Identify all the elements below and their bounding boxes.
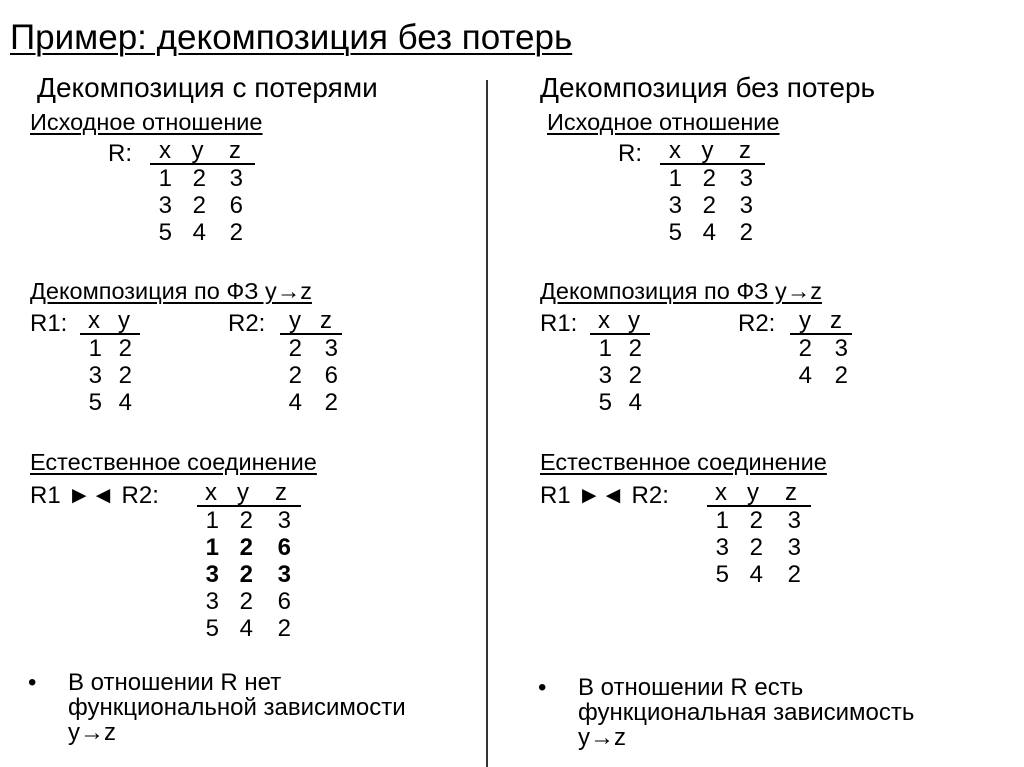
left-join-name: R1 ►◄ R2: [30,482,159,509]
table-cell: 6 [229,192,243,219]
slide-title: Пример: декомпозиция без потерь [10,18,573,57]
table-cell: 3 [158,192,172,219]
table-cell: 4 [702,219,716,246]
column-header: z [739,137,751,164]
table-cell: 3 [205,588,219,615]
left-r1-name: R1: [30,310,68,337]
bullet-line: функциональной зависимости [68,694,406,721]
table-row [280,362,342,389]
table-row [150,219,255,246]
table-row [660,219,765,246]
table-row [80,335,140,362]
table-cell: 3 [739,192,753,219]
table-cell: 6 [277,534,291,561]
bullet-line: В отношении R есть [578,674,804,701]
table-cell: 3 [715,534,729,561]
table-row [150,192,255,219]
left-heading: Декомпозиция с потерями [37,72,378,103]
table-cell: 2 [324,389,338,416]
bullet-line: y→z [68,719,116,746]
bullet-icon: • [28,669,37,696]
table-cell: 2 [239,561,253,588]
table-row [590,335,650,362]
table-cell: 1 [88,335,102,362]
table-header [790,307,852,335]
table-row [790,335,852,362]
table-row [80,389,140,416]
column-header: y [118,307,130,334]
column-header: x [715,479,727,506]
table-cell: 5 [158,219,172,246]
table-cell: 4 [288,389,302,416]
table-header [197,479,301,507]
left-decomp-label: Декомпозиция по ФЗ y→z [30,278,312,304]
table-header [280,307,342,335]
table-cell: 6 [324,362,338,389]
left-source-relation-table [150,137,255,246]
table-cell: 1 [205,534,219,561]
table-cell: 5 [205,615,219,642]
column-header: z [229,137,241,164]
table-header [80,307,140,335]
table-row [660,192,765,219]
table-cell: 2 [239,588,253,615]
right-source-relation-table [660,137,765,246]
table-cell: 6 [277,588,291,615]
column-header: y [237,479,249,506]
column-header: y [799,307,811,334]
table-row [280,389,342,416]
column-header: z [785,479,797,506]
table-cell: 2 [229,219,243,246]
right-r1-name: R1: [540,310,578,337]
column-header: y [289,307,301,334]
table-row [80,362,140,389]
table-row [707,534,811,561]
column-header: y [701,137,714,164]
table-cell: 2 [702,165,716,192]
left-source-relation-name: R: [108,140,132,167]
table-cell: 4 [628,389,642,416]
table-row [197,588,301,615]
table-cell: 3 [787,507,801,534]
table-cell: 2 [749,534,763,561]
table-cell: 4 [192,219,206,246]
bullet-line: y→z [578,724,626,751]
column-header: x [598,307,610,334]
bullet-line: В отношении R нет [68,669,282,696]
column-header: z [275,479,287,506]
column-header: z [830,307,842,334]
left-join-table [197,479,301,642]
right-source-label: Исходное отношение [547,109,780,135]
table-cell: 4 [239,615,253,642]
table-row [280,335,342,362]
right-join-table [707,479,811,588]
table-cell: 1 [158,165,172,192]
table-header [660,137,765,165]
column-divider [486,80,488,767]
right-source-relation-name: R: [618,140,642,167]
table-cell: 3 [739,165,753,192]
column-header: y [191,137,204,164]
table-cell: 2 [288,335,302,362]
table-cell: 3 [277,507,291,534]
table-row [150,165,255,192]
table-cell: 2 [834,362,848,389]
left-r2-name: R2: [228,310,266,337]
table-cell: 1 [598,335,612,362]
table-row [197,507,301,534]
table-cell: 4 [749,561,763,588]
column-header: y [628,307,640,334]
table-row [660,165,765,192]
column-header: x [205,479,217,506]
table-header [150,137,255,165]
table-cell: 3 [787,534,801,561]
right-heading: Декомпозиция без потерь [540,72,876,103]
table-cell: 5 [668,219,682,246]
table-cell: 4 [798,362,812,389]
right-join-label: Естественное соединение [540,449,827,475]
column-header: x [88,307,100,334]
table-cell: 2 [192,192,206,219]
table-cell: 2 [277,615,291,642]
table-header [707,479,811,507]
table-cell: 1 [715,507,729,534]
right-r2-table [790,307,852,389]
left-source-label: Исходное отношение [30,109,263,135]
right-join-name: R1 ►◄ R2: [540,482,669,509]
left-r1-table [80,307,140,416]
table-cell: 1 [668,165,682,192]
table-cell: 5 [88,389,102,416]
table-cell: 2 [702,192,716,219]
table-cell: 3 [205,561,219,588]
column-header: x [669,137,681,164]
table-cell: 2 [118,335,132,362]
table-row [707,561,811,588]
table-cell: 3 [324,335,338,362]
right-r1-table [590,307,650,416]
column-header: x [159,137,171,164]
table-cell: 2 [787,561,801,588]
table-cell: 3 [277,561,291,588]
table-cell: 3 [834,335,848,362]
table-cell: 1 [205,507,219,534]
left-r2-table [280,307,342,416]
table-cell: 2 [739,219,753,246]
table-row [790,362,852,389]
table-row [197,615,301,642]
table-cell: 2 [118,362,132,389]
table-cell: 2 [749,507,763,534]
table-cell: 3 [88,362,102,389]
bullet-line: функциональная зависимость [578,699,915,726]
table-cell: 3 [598,362,612,389]
table-row-spurious [197,534,301,561]
table-cell: 2 [239,507,253,534]
table-cell: 4 [118,389,132,416]
table-row [707,507,811,534]
table-cell: 5 [598,389,612,416]
table-cell: 3 [229,165,243,192]
bullet-icon: • [538,674,547,701]
table-row [590,389,650,416]
table-cell: 5 [715,561,729,588]
table-cell: 2 [798,335,812,362]
right-r2-name: R2: [738,310,776,337]
table-cell: 3 [668,192,682,219]
table-header [590,307,650,335]
right-decomp-label: Декомпозиция по ФЗ y→z [540,278,822,304]
table-cell: 2 [628,362,642,389]
left-join-label: Естественное соединение [30,449,317,475]
table-row-spurious [197,561,301,588]
column-header: z [320,307,332,334]
table-cell: 2 [288,362,302,389]
table-row [590,362,650,389]
column-header: y [747,479,759,506]
table-cell: 2 [628,335,642,362]
table-cell: 2 [192,165,206,192]
table-cell: 2 [239,534,253,561]
